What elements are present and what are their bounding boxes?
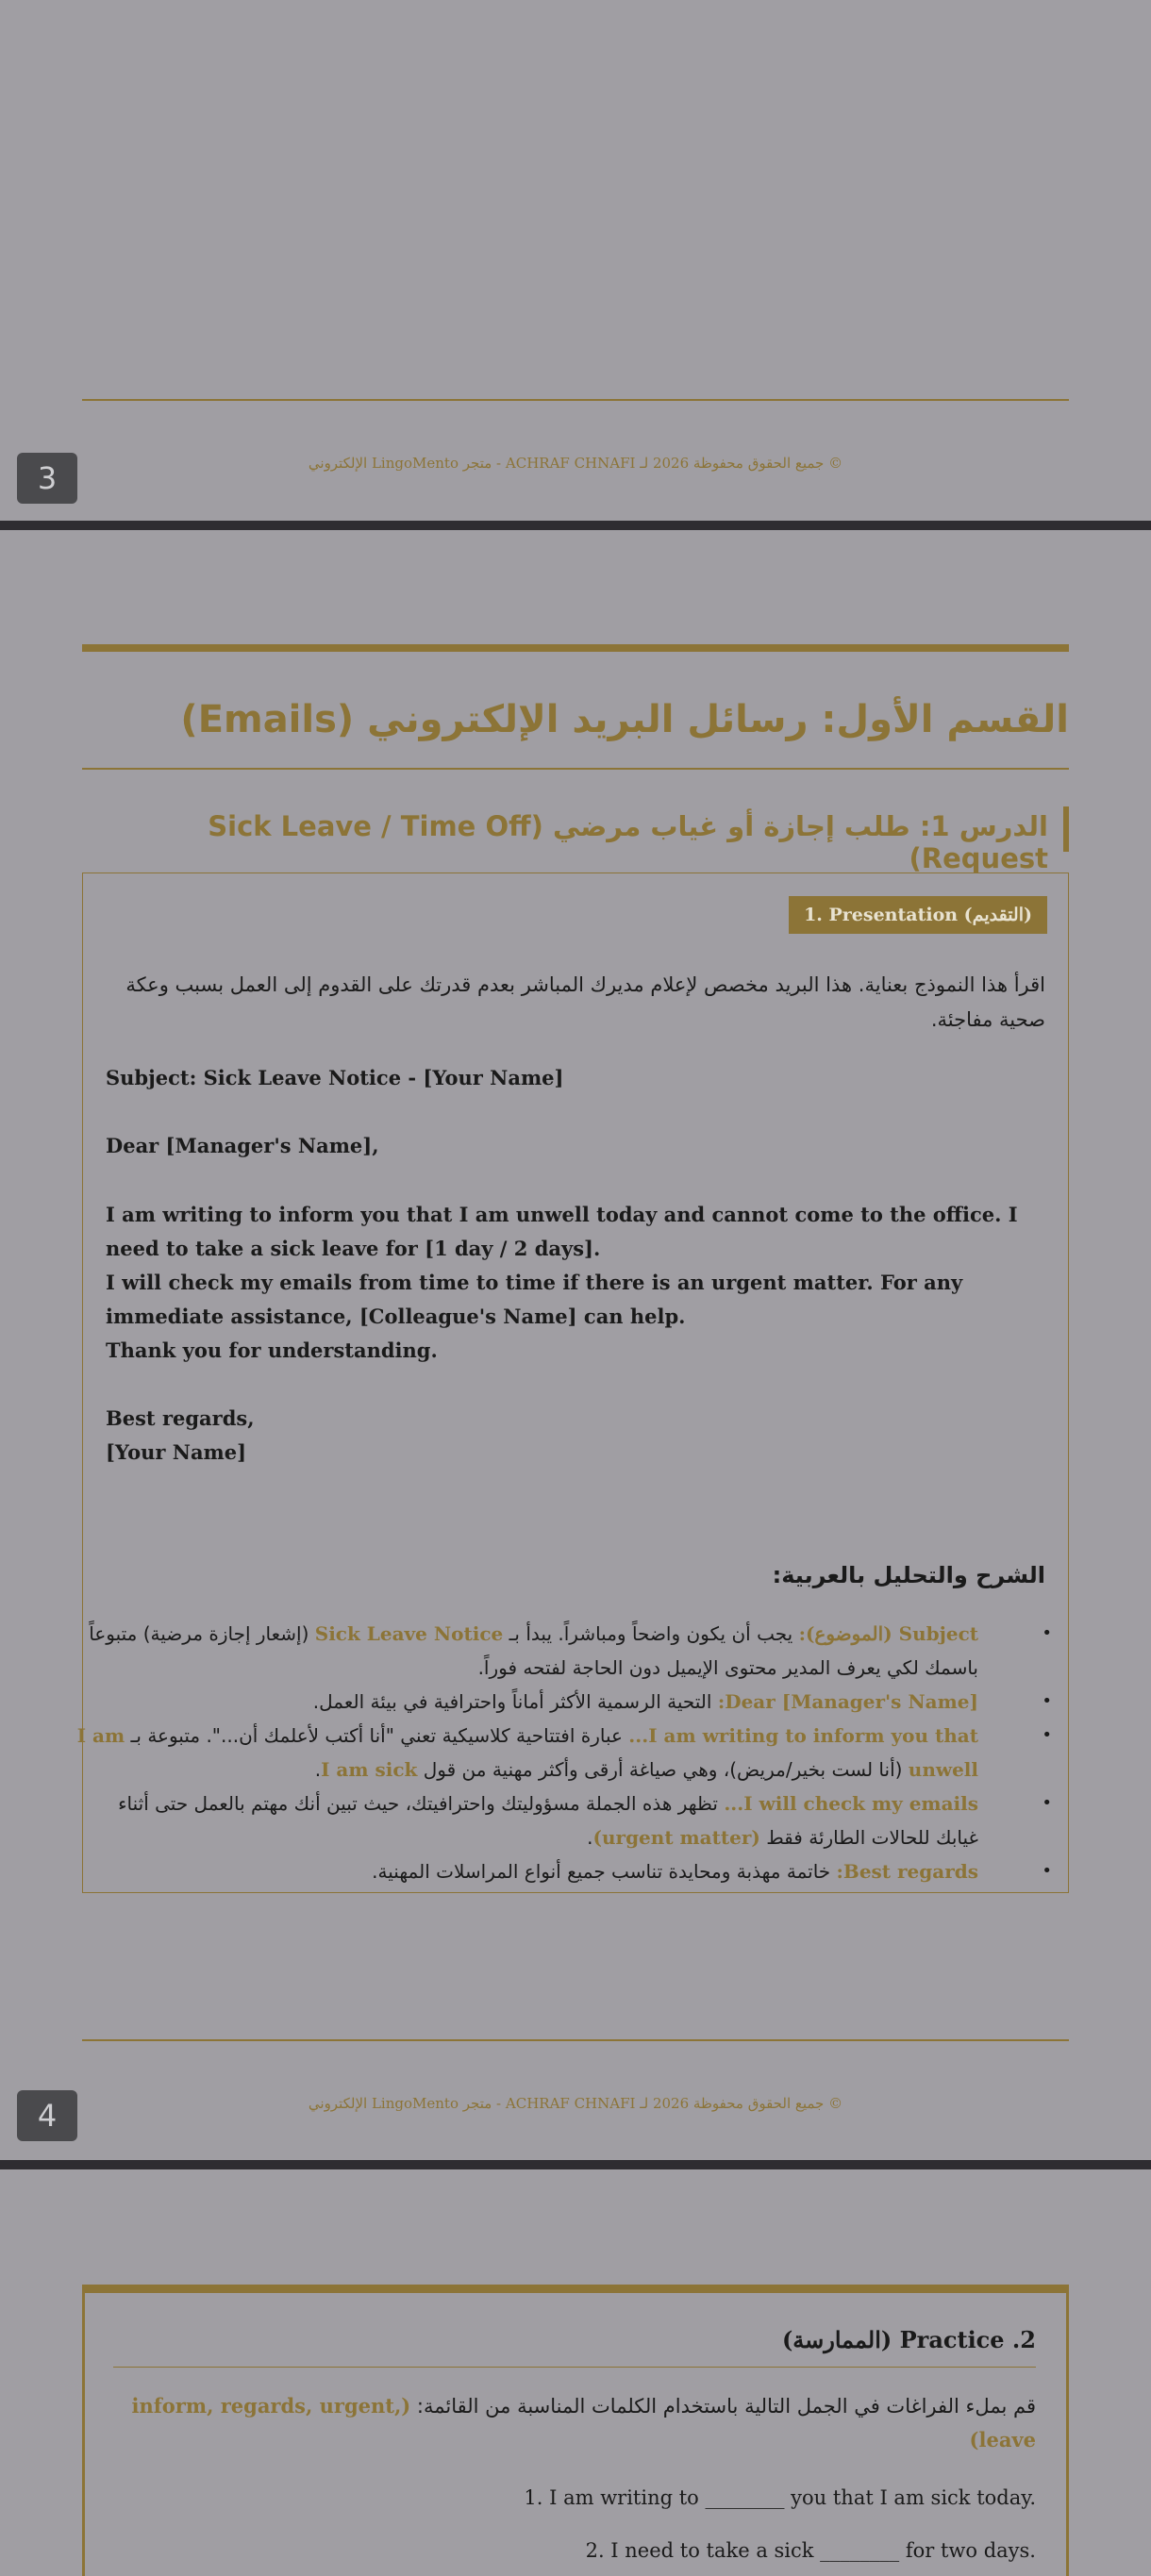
page-separator — [0, 2160, 1151, 2169]
page-separator — [0, 521, 1151, 530]
practice-item-1: 1. I am writing to ________ you that I am sick today. — [524, 2486, 1036, 2509]
list-item: • I will check my emails... تظهر هذه الجملة مسؤوليتك واحترافيتك، حيث تبين أنك مهتم بالعمل حتى أثناء غيابك للحالات الطارئة فقط (urgent matter). — [75, 1787, 1052, 1854]
page-4 — [0, 530, 1151, 2160]
email-signature: [Your Name] — [106, 1440, 247, 1464]
email-greeting: Dear [Manager's Name], — [106, 1134, 379, 1157]
page-number: 4 — [17, 2090, 77, 2141]
footer-copyright: © جميع الحقوق محفوظة 2026 لـ ACHRAF CHNAFI - متجر LingoMento الإلكتروني — [308, 455, 843, 472]
explanation-list — [75, 1617, 1052, 1888]
list-item: • Subject (الموضوع): يجب أن يكون واضحاً ومباشراً. يبدأ بـ Sick Leave Notice (إشعار إجازة مرضية) متبوعاً باسمك لكي يعرف المدير محتوى الإيميل دون الحاجة لفتحه فوراً. — [75, 1617, 1052, 1685]
section-top-rule — [82, 644, 1069, 652]
intro-text: اقرأ هذا النموذج بعناية. هذا البريد مخصص لإعلام مديرك المباشر بعدم قدرتك على القدوم إلى العمل بسبب وعكة صحية مفاجئة. — [125, 973, 1045, 1031]
page-5 — [0, 2169, 1151, 2562]
page-number: 3 — [17, 453, 77, 504]
email-subject: Subject: Sick Leave Notice - [Your Name] — [106, 1066, 564, 1089]
practice-rule — [113, 2367, 1036, 2368]
email-paragraph-3: Thank you for understanding. — [106, 1338, 438, 1362]
section-title: القسم الأول: رسائل البريد الإلكتروني (Emails) — [180, 698, 1069, 741]
list-item: • Best regards: خاتمة مهذبة ومحايدة تناسب جميع أنواع المراسلات المهنية. — [75, 1854, 1052, 1888]
presentation-badge: 1. Presentation (التقديم) — [789, 896, 1047, 934]
explanation-title: الشرح والتحليل بالعربية: — [772, 1562, 1045, 1588]
lesson-title: الدرس 1: طلب إجازة أو غياب مرضي (Sick Leave / Time Off Request) — [208, 810, 1048, 874]
footer-rule — [82, 399, 1069, 401]
practice-title: 2. Practice (الممارسة) — [781, 2326, 1036, 2353]
email-paragraph-1: I am writing to inform you that I am unwell today and cannot come to the office. I need to take a sick leave for [1 day / 2 days]. — [106, 1203, 1018, 1260]
list-item: • Dear [Manager's Name]: التحية الرسمية الأكثر أماناً واحترافية في بيئة العمل. — [75, 1685, 1052, 1719]
email-closing: Best regards, — [106, 1406, 255, 1430]
word-list: (inform, regards, urgent, leave) — [131, 2394, 1036, 2451]
practice-item-2: 2. I need to take a sick ________ for two days. — [585, 2539, 1036, 2562]
footer-copyright: © جميع الحقوق محفوظة 2026 لـ ACHRAF CHNAFI - متجر LingoMento الإلكتروني — [308, 2095, 843, 2112]
page-3 — [0, 0, 1151, 521]
email-paragraph-2: I will check my emails from time to time if there is an urgent matter. For any immediate assistance, [Colleague's Name] can help. — [106, 1271, 963, 1328]
footer-rule — [82, 2039, 1069, 2041]
list-item: • I am writing to inform you that... عبارة افتتاحية كلاسيكية تعني "أنا أكتب لأعلمك أن...". متبوعة بـ I am unwell (أنا لست بخير/مريض)، وهي صياغة أرقى وأكثر مهنية من قول I am sick. — [75, 1719, 1052, 1787]
practice-instruction: قم بملء الفراغات في الجمل التالية باستخدام الكلمات المناسبة من القائمة: (inform, regards, urgent, leave) — [131, 2394, 1036, 2451]
section-bottom-rule — [82, 768, 1069, 770]
